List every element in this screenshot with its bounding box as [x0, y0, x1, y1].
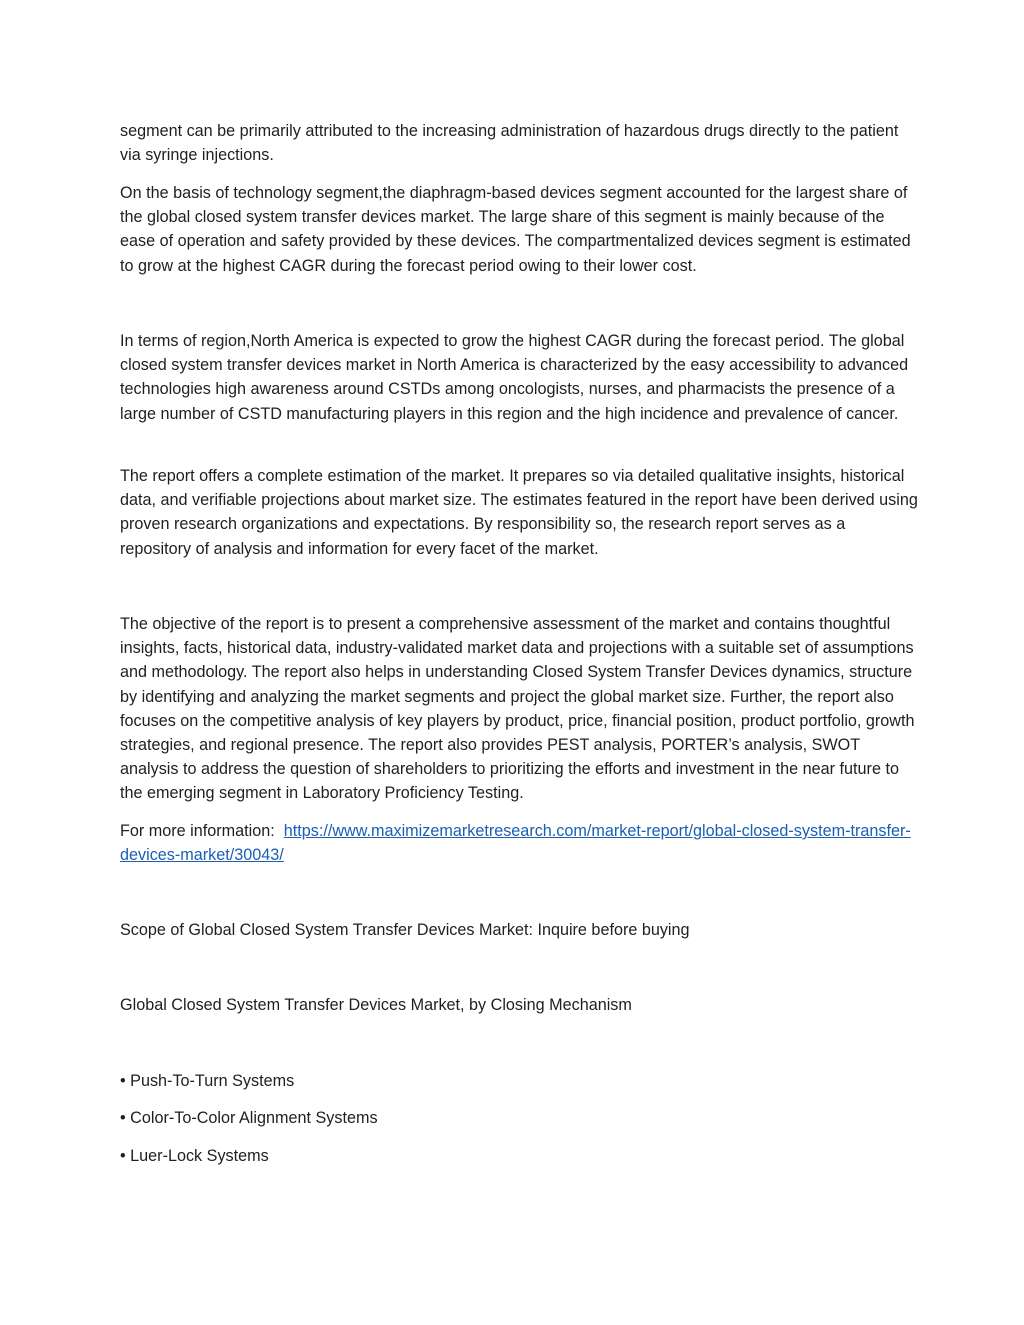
more-information-label: For more information:: [120, 822, 275, 840]
list-item: • Luer-Lock Systems: [120, 1147, 269, 1165]
paragraph-report-estimation: The report offers a complete estimation of the market. It prepares so via detailed qualitative insights, historical data, and verifiable projections about market size. The estimates featured in the report have been derived using proven research organizations and expectations. By responsibility so, the research report serves as a repository of analysis and information for every facet of the market.: [120, 467, 918, 558]
paragraph-segment-attribution: segment can be primarily attributed to the increasing administration of hazardous drugs directly to the patient via syringe injections.: [120, 122, 899, 165]
paragraph-technology-segment: On the basis of technology segment,the diaphragm-based devices segment accounted for the largest share of the global closed system transfer devices market. The large share of this segment is mainly because of the ease of operation and safety provided by these devices. The compartmentalized devices segment is estimated to grow at the highest CAGR during the forecast period owing to their lower cost.: [120, 184, 911, 275]
closing-mechanism-heading: Global Closed System Transfer Devices Market, by Closing Mechanism: [120, 996, 632, 1014]
paragraph-report-objective: The objective of the report is to present a comprehensive assessment of the market and contains thoughtful insights, facts, historical data, industry-validated market data and projections with a suitable set of assumptions and methodology. The report also helps in understanding Closed System Transfer Devices dynamics, structure by identifying and analyzing the market segments and project the global market size. Further, the report also focuses on the competitive analysis of key players by product, price, financial position, product portfolio, growth strategies, and regional presence. The report also provides PEST analysis, PORTER’s analysis, SWOT analysis to address the question of shareholders to prioritizing the efforts and investment in the near future to the emerging segment in Laboratory Proficiency Testing.: [120, 615, 915, 803]
scope-heading: Scope of Global Closed System Transfer Devices Market: Inquire before buying: [120, 921, 690, 939]
more-information-line: [120, 819, 920, 867]
list-item: • Push-To-Turn Systems: [120, 1072, 295, 1090]
paragraph-region-outlook: In terms of region,North America is expected to grow the highest CAGR during the forecast period. The global closed system transfer devices market in North America is characterized by the easy accessibility to advanced technologies high awareness around CSTDs among oncologists, nurses, and pharmacists the presence of a large number of CSTD manufacturing players in this region and the high incidence and prevalence of cancer.: [120, 332, 909, 423]
list-item: • Color-To-Color Alignment Systems: [120, 1109, 378, 1127]
report-link[interactable]: https://www.maximizemarketresearch.com/market-report/global-closed-system-transfer-devices-market/30043/: [120, 822, 911, 865]
